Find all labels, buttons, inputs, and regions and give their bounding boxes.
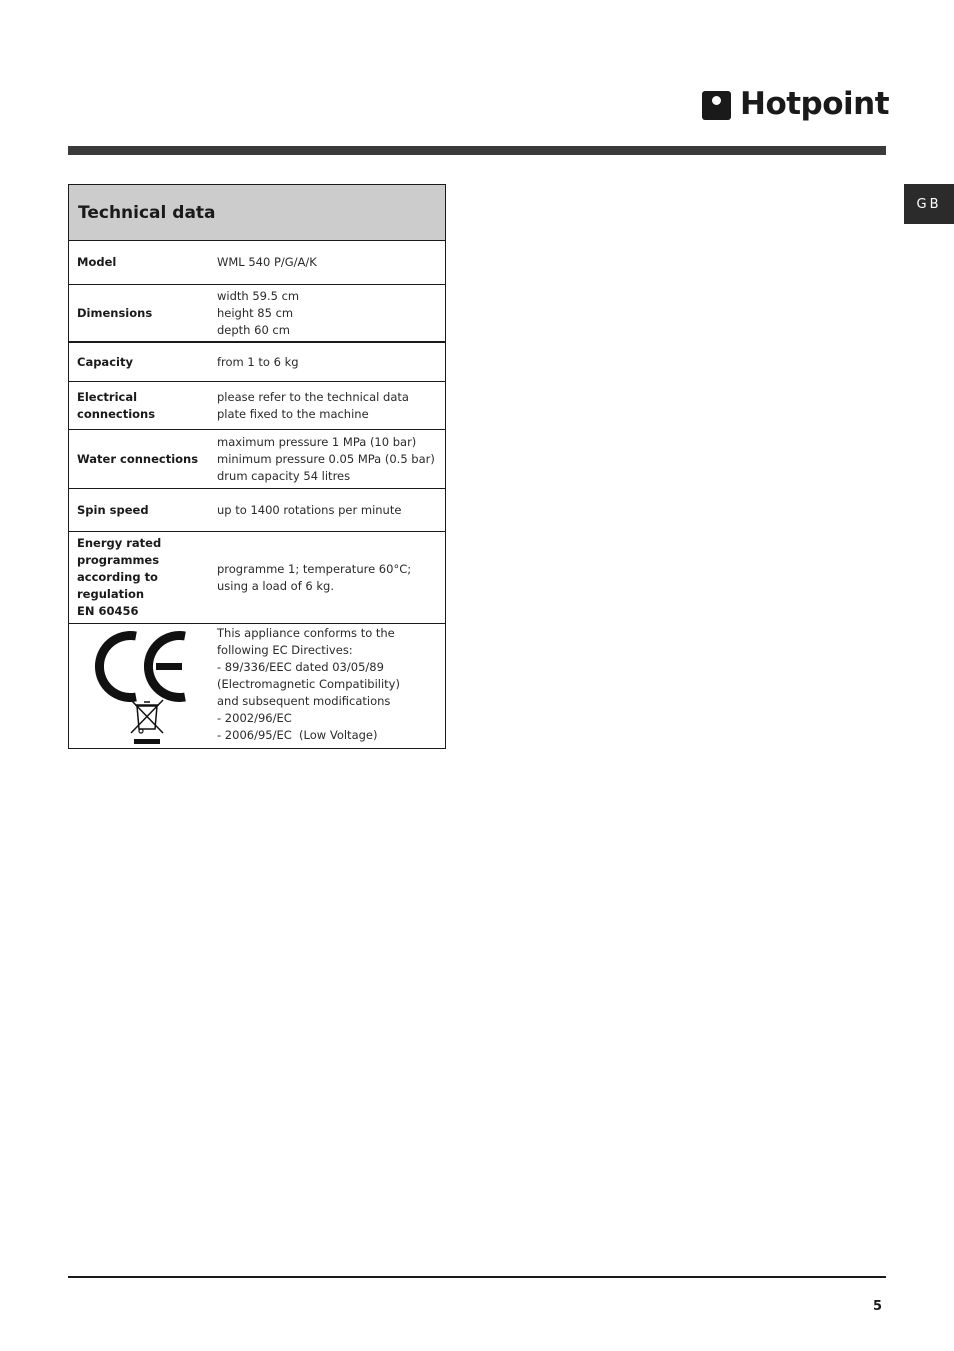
value-line: - 2002/96/EC bbox=[217, 711, 292, 725]
value-line: plate fixed to the machine bbox=[217, 406, 369, 421]
value-line: depth 60 cm bbox=[217, 322, 290, 337]
page-number: 5 bbox=[872, 1299, 882, 1314]
compliance-marks bbox=[69, 624, 209, 748]
row-label: Dimensions bbox=[77, 305, 153, 320]
brand-logo bbox=[702, 88, 888, 128]
value-line: WML 540 P/G/A/K bbox=[217, 255, 317, 269]
value-line: - 2006/95/EC (Low Voltage) bbox=[217, 728, 378, 742]
table-row-energy-programmes bbox=[69, 532, 445, 624]
table-row-water bbox=[69, 430, 445, 489]
value-line: following EC Directives: bbox=[217, 643, 353, 657]
row-value bbox=[209, 532, 445, 623]
value-line: - 89/336/EEC dated 03/05/89 bbox=[217, 660, 384, 674]
table-row-compliance bbox=[69, 624, 445, 748]
row-value bbox=[209, 489, 445, 531]
brand-name: Hotpoint bbox=[740, 86, 890, 122]
compliance-text bbox=[209, 624, 445, 748]
label-line: Energy rated bbox=[77, 536, 162, 550]
row-value bbox=[209, 285, 445, 341]
row-label bbox=[69, 532, 209, 623]
value-line: height 85 cm bbox=[217, 305, 294, 320]
label-line: programmes bbox=[77, 553, 160, 567]
row-value bbox=[209, 382, 445, 429]
value-line: This appliance conforms to the bbox=[217, 626, 395, 640]
row-label: Capacity bbox=[77, 354, 133, 369]
footer-rule bbox=[68, 1276, 886, 1278]
table-row-electrical bbox=[69, 382, 445, 430]
label-line: EN 60456 bbox=[77, 604, 139, 618]
label-line: connections bbox=[77, 406, 156, 421]
table-row-dimensions bbox=[69, 285, 445, 343]
technical-data-table bbox=[68, 184, 446, 749]
value-line: programme 1; temperature 60°C; bbox=[217, 561, 412, 576]
row-value bbox=[209, 241, 445, 284]
row-value bbox=[209, 430, 445, 488]
value-line: minimum pressure 0.05 MPa (0.5 bar) bbox=[217, 451, 435, 466]
language-tab: GB bbox=[904, 184, 954, 224]
value-line: and subsequent modifications bbox=[217, 694, 391, 708]
table-row-spin-speed bbox=[69, 489, 445, 532]
value-line: (Electromagnetic Compatibility) bbox=[217, 677, 400, 691]
brand-mark-icon bbox=[702, 91, 731, 120]
label-line: according to bbox=[77, 570, 158, 584]
table-header bbox=[69, 185, 445, 241]
value-line: from 1 to 6 kg bbox=[217, 354, 299, 369]
row-label: Model bbox=[77, 255, 117, 269]
value-line: up to 1400 rotations per minute bbox=[217, 502, 402, 517]
table-title: Technical data bbox=[78, 202, 216, 223]
row-label: Water connections bbox=[77, 451, 199, 466]
value-line: please refer to the technical data bbox=[217, 389, 409, 404]
label-line: Electrical bbox=[77, 389, 138, 404]
table-row-capacity bbox=[69, 343, 445, 382]
label-line: regulation bbox=[77, 587, 145, 601]
crossed-out-wheelie-bin-icon bbox=[127, 699, 167, 745]
row-label bbox=[69, 382, 209, 429]
value-line: width 59.5 cm bbox=[217, 288, 300, 303]
row-label: Spin speed bbox=[77, 502, 149, 517]
row-value bbox=[209, 343, 445, 381]
ce-mark-icon bbox=[93, 629, 193, 704]
header-rule bbox=[68, 146, 886, 155]
value-line: drum capacity 54 litres bbox=[217, 468, 351, 483]
table-row-model bbox=[69, 241, 445, 285]
value-line: maximum pressure 1 MPa (10 bar) bbox=[217, 434, 417, 449]
value-line: using a load of 6 kg. bbox=[217, 578, 334, 593]
